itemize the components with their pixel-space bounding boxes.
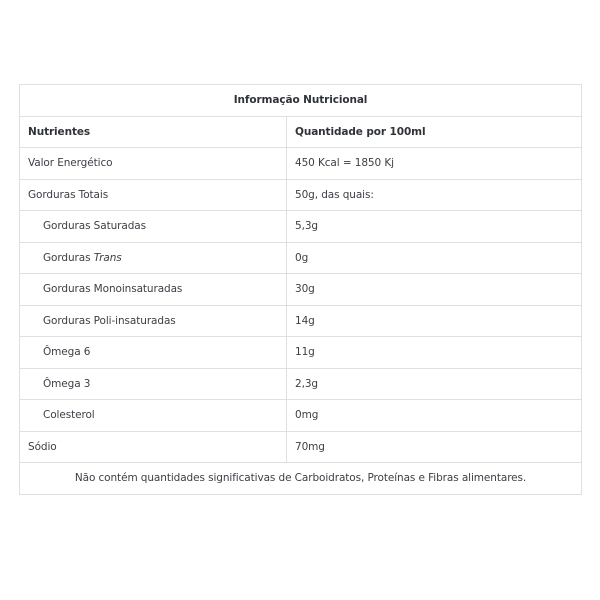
nutrient-label: Sódio <box>20 431 287 463</box>
nutrient-value: 50g, das quais: <box>287 179 582 211</box>
table-row <box>20 431 582 463</box>
nutrient-label: Gorduras Monoinsaturadas <box>20 274 287 306</box>
nutrient-label <box>20 242 287 274</box>
nutrient-label-italic: Trans <box>93 251 122 264</box>
nutrient-value: 11g <box>287 337 582 369</box>
table-row <box>20 305 582 337</box>
table-row <box>20 179 582 211</box>
nutrient-value: 0g <box>287 242 582 274</box>
nutrient-label: Ômega 6 <box>20 337 287 369</box>
table-title-row <box>20 85 582 117</box>
table-row <box>20 211 582 243</box>
nutrient-value: 14g <box>287 305 582 337</box>
table-row <box>20 400 582 432</box>
table-row <box>20 337 582 369</box>
nutrient-value: 5,3g <box>287 211 582 243</box>
nutrient-value: 70mg <box>287 431 582 463</box>
table-footer-note: Não contém quantidades significativas de Carboidratos, Proteínas e Fibras alimentares. <box>20 463 582 495</box>
nutrient-value: 450 Kcal = 1850 Kj <box>287 148 582 180</box>
nutrient-value: 2,3g <box>287 368 582 400</box>
table-row <box>20 242 582 274</box>
table-header-row <box>20 116 582 148</box>
nutrient-label: Gorduras Totais <box>20 179 287 211</box>
table-row <box>20 148 582 180</box>
nutrient-value: 0mg <box>287 400 582 432</box>
header-quantity: Quantidade por 100ml <box>287 116 582 148</box>
nutrient-value: 30g <box>287 274 582 306</box>
nutrient-label-prefix: Gorduras <box>43 251 94 264</box>
nutrient-label: Gorduras Poli-insaturadas <box>20 305 287 337</box>
nutrition-table <box>19 84 582 495</box>
nutrient-label: Valor Energético <box>20 148 287 180</box>
table-title: Informação Nutricional <box>20 85 582 117</box>
table-row <box>20 274 582 306</box>
table-footer-row <box>20 463 582 495</box>
nutrient-label: Gorduras Saturadas <box>20 211 287 243</box>
header-nutrients: Nutrientes <box>20 116 287 148</box>
nutrient-label: Ômega 3 <box>20 368 287 400</box>
table-row <box>20 368 582 400</box>
nutrient-label: Colesterol <box>20 400 287 432</box>
